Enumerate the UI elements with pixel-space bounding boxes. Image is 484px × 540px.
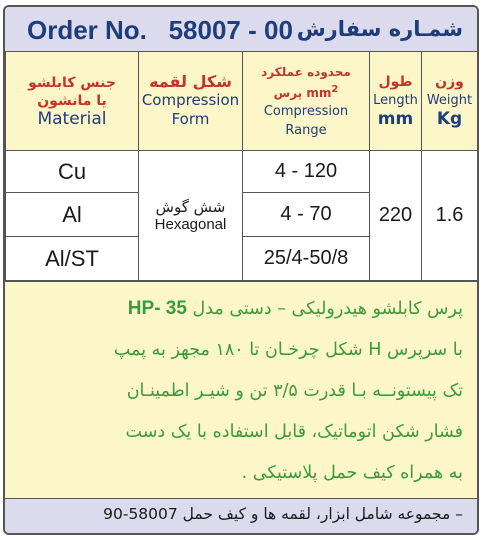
model-number: HP- 35 [127, 298, 187, 319]
table-row [6, 151, 478, 193]
range-cell: 4 - 70 [243, 193, 370, 237]
order-label-fa: شمـاره سفارش [296, 17, 463, 41]
product-spec-card [3, 5, 479, 535]
range-cell: 4 - 120 [243, 151, 370, 193]
weight-header: وزن Weight Kg [422, 52, 478, 151]
description-line: به همراه کیف حمل پلاستیکی . [241, 463, 463, 483]
weight-cell: 1.6 [422, 151, 478, 281]
description-line: تک پیستونــه بـا قدرت ۳/۵ تن و شیـر اطمینـان [126, 381, 463, 401]
length-cell: 220 [370, 151, 422, 281]
spec-header-row [6, 52, 478, 151]
form-cell: شش گوش Hexagonal [139, 151, 243, 281]
description-line: پرس کابلشو هیدرولیکی – دستی مدل HP- 35 [127, 298, 463, 319]
range-header: محدوده عملکرد $mm^2$ پرس Compression Range [243, 52, 370, 151]
length-header: طول Length mm [370, 52, 422, 151]
order-header [5, 7, 477, 53]
product-description [5, 281, 477, 499]
material-header: جنس کابلشو یا مانشون Material [6, 52, 139, 151]
form-header: شکل لقمه Compression Form [139, 52, 243, 151]
kit-footer-note: – مجموعه شامل ابزار، لقمه ها و کیف حمل 58007-90 [5, 499, 477, 533]
material-cell: Cu [6, 151, 139, 193]
material-cell: Al [6, 193, 139, 237]
order-number-en: Order No. 58007 - 00 [27, 15, 293, 45]
range-cell: 25/4-50/8 [243, 237, 370, 281]
spec-table [5, 51, 478, 281]
description-line: با سرپرس H شکل چرخـان تا ۱۸۰ مجهز به پمپ [113, 340, 463, 360]
material-cell: Al/ST [6, 237, 139, 281]
description-line: فشار شکن اتوماتیک، قابل استفاده با یک دست [125, 422, 463, 442]
